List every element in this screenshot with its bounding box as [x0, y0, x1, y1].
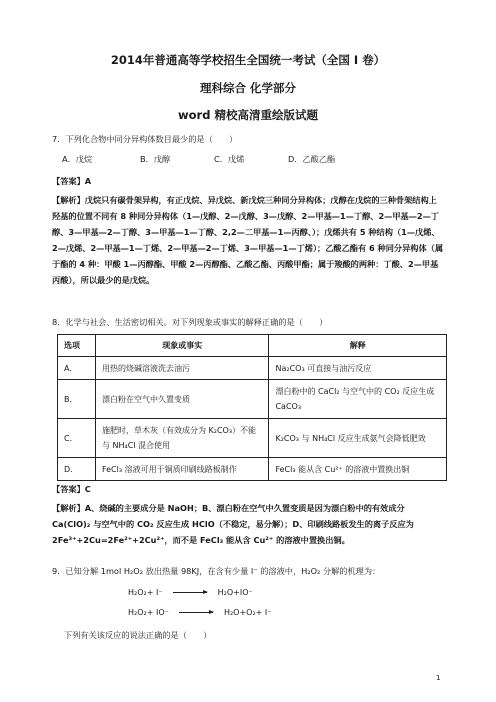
table-cell: A． — [58, 357, 96, 380]
q7-option-b: B．戊醇 — [140, 154, 171, 164]
table-cell: D． — [58, 458, 96, 481]
table-row — [58, 458, 447, 481]
table-cell: K₂CO₃ 与 NH₄Cl 反应生成氨气会降低肥效 — [269, 419, 447, 458]
exam-subtitle: 理科综合 化学部分 — [199, 81, 296, 95]
table-header-cell: 现象或事实 — [95, 335, 269, 357]
q8-stem: 8．化学与社会、生活密切相关。对下列现象或事实的解释正确的是（ ） — [52, 317, 328, 327]
q7-stem: 7．下列化合物中同分异构体数目最少的是（ ） — [52, 134, 238, 144]
table-cell: 漂白粉在空气中久置变质 — [95, 380, 269, 419]
table-cell: B． — [58, 380, 96, 419]
q7-answer: 【答案】A — [52, 176, 92, 186]
q7-option-d: D．乙酸乙酯 — [288, 154, 336, 164]
exam-version-title: word 精校高清重绘版试题 — [178, 108, 318, 122]
exam-title: 2014年普通高等学校招生全国统一考试（全国 I 卷） — [110, 53, 386, 67]
table-header-cell: 选项 — [58, 335, 96, 357]
q9-stem: 9．已知分解 1mol H₂O₂ 放出热量 98KJ，在含有少量 I⁻ 的溶液中，H₂O₂ 分解的机理为： — [52, 566, 381, 576]
step-2-products: H₂O+O₂+ I⁻ — [223, 608, 272, 617]
table-row — [58, 380, 447, 419]
q8-table — [57, 334, 447, 481]
q8-answer: 【答案】C — [52, 484, 91, 494]
mechanism-step-1 — [128, 588, 253, 597]
table-cell: 施肥时，草木灰（有效成分为 K₂CO₃）不能与 NH₄Cl 混合使用 — [95, 419, 269, 458]
table-cell: 漂白粉中的 CaCl₂ 与空气中的 CO₂ 反应生成 CaCO₃ — [269, 380, 447, 419]
right-arrow-icon — [179, 612, 213, 613]
table-row — [58, 357, 447, 380]
page-number: 1 — [436, 674, 441, 682]
q9-question: 下列有关该反应的说法正确的是（ ） — [64, 630, 212, 640]
q7-option-a: A．戊烷 — [62, 154, 93, 164]
table-cell: FeCl₃ 溶液可用于铜质印刷线路板制作 — [95, 458, 269, 481]
step-2-reactants: H₂O₂+ IO⁻ — [128, 608, 169, 617]
step-1-products: H₂O+IO⁻ — [217, 588, 253, 597]
right-arrow-icon — [173, 592, 207, 593]
table-cell: Na₂CO₃ 可直接与油污反应 — [269, 357, 447, 380]
mechanism-step-2 — [128, 608, 272, 617]
table-cell: C． — [58, 419, 96, 458]
q7-analysis: 【解析】戊烷只有碳骨架异构，有正戊烷、异戊烷、新戊烷三种同分异构体；戊醇在戊烷的三种骨架结构上羟基的位置不同有 8 种同分异构体（1—戊醇、2—戊醇、3—戊醇、2—甲基—1—丁醇、2—甲基—2—丁醇、3—甲基—2—丁醇、3—甲基—1—丁醇、2,2—二甲基—1—丙醇、）；戊烯共有 5 种结构（1—戊烯、2—戊烯、2—甲基—1—丁烯、2—甲基—2—丁烯、3—甲基—1—丁烯）；乙酸乙酯有 6 种同分异构体（属于酯的 4 种：甲酸 1—丙醇酯、甲酸 2—丙醇酯、乙酸乙酯、丙酸甲酯；属于羧酸的两种：丁酸、2—甲基丙酸），所以最少的是戊烷。 — [52, 195, 444, 285]
table-cell: FeCl₃ 能从含 Cu²⁺ 的溶液中置换出铜 — [269, 458, 447, 481]
table-header-cell: 解释 — [269, 335, 447, 357]
q7-option-c: C．戊烯 — [214, 154, 245, 164]
table-header-row — [58, 335, 447, 357]
table-row — [58, 419, 447, 458]
q8-analysis: 【解析】A、烧碱的主要成分是 NaOH；B、漂白粉在空气中久置变质是因为漂白粉中的有效成分 Ca(ClO)₂ 与空气中的 CO₂ 反应生成 HClO（不稳定，易分解）；D、印刷线路板发生的离子反应为 2Fe³⁺+2Cu=2Fe²⁺+2Cu²⁺，而不是 FeCl₃ 能从含 Cu²⁺ 的溶液中置换出铜。 — [52, 503, 414, 545]
table-cell: 用热的烧碱溶液洗去油污 — [95, 357, 269, 380]
step-1-reactants: H₂O₂+ I⁻ — [128, 588, 163, 597]
